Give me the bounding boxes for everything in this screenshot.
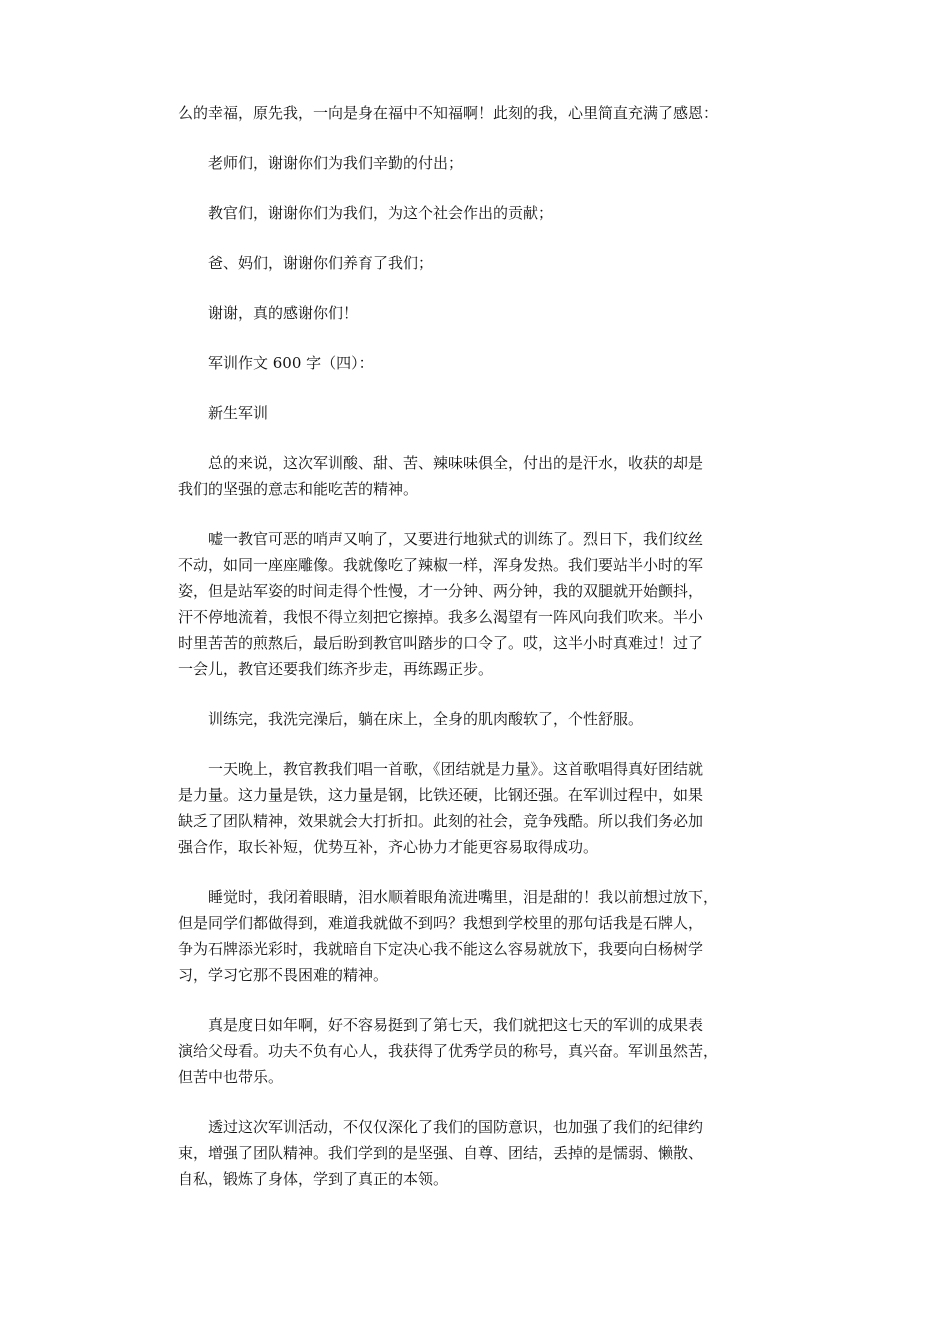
- text-line: 军训作文 600 字（四）：: [208, 354, 374, 372]
- text-line: 新生军训: [208, 404, 269, 422]
- text-line: 时里苦苦的煎熬后，最后盼到教官叫踏步的口令了。哎，这半小时真难过！过了: [178, 634, 704, 652]
- paragraph: [178, 1012, 778, 1090]
- text-line: 强合作，取长补短，优势互补，齐心协力才能更容易取得成功。: [178, 838, 599, 856]
- text-line: 一天晚上，教官教我们唱一首歌，《团结就是力量》。这首歌唱得真好团结就: [208, 760, 704, 778]
- text-line: 睡觉时，我闭着眼睛，泪水顺着眼角流进嘴里，泪是甜的！我以前想过放下，: [208, 888, 719, 906]
- text-line: 但是同学们都做得到，难道我就做不到吗？我想到学校里的那句话我是石牌人，: [178, 914, 704, 932]
- text-line: 老师们，谢谢你们为我们辛勤的付出；: [208, 154, 464, 172]
- paragraph: [178, 200, 778, 226]
- text-line: 一会儿，教官还要我们练齐步走，再练踢正步。: [178, 660, 494, 678]
- text-line: 束，增强了团队精神。我们学到的是坚强、自尊、团结，丢掉的是懦弱、懒散、: [178, 1144, 704, 1162]
- paragraph: [178, 350, 778, 376]
- text-line: 但苦中也带乐。: [178, 1068, 284, 1086]
- text-line: 爸、妈们，谢谢你们养育了我们；: [208, 254, 434, 272]
- text-line: 么的幸福，原先我，一向是身在福中不知福啊！此刻的我，心里简直充满了感恩：: [178, 104, 719, 122]
- paragraph: [178, 450, 778, 502]
- paragraph: [178, 756, 778, 860]
- text-line: 缺乏了团队精神，效果就会大打折扣。此刻的社会，竞争残酷。所以我们务必加: [178, 812, 704, 830]
- text-line: 训练完，我洗完澡后，躺在床上，全身的肌肉酸软了，个性舒服。: [208, 710, 644, 728]
- text-line: 我们的坚强的意志和能吃苦的精神。: [178, 480, 419, 498]
- paragraph: [178, 706, 778, 732]
- text-line: 总的来说，这次军训酸、甜、苦、辣味味俱全，付出的是汗水，收获的却是: [208, 454, 704, 472]
- paragraph: [178, 884, 778, 988]
- text-line: 不动，如同一座座雕像。我就像吃了辣椒一样，浑身发热。我们要站半小时的军: [178, 556, 704, 574]
- text-line: 自私，锻炼了身体，学到了真正的本领。: [178, 1170, 449, 1188]
- paragraph: [178, 250, 778, 276]
- paragraph: [178, 100, 778, 126]
- text-line: 嘘一教官可恶的哨声又响了，又要进行地狱式的训练了。烈日下，我们纹丝: [208, 530, 704, 548]
- text-line: 争为石牌添光彩时，我就暗自下定决心我不能这么容易就放下，我要向白杨树学: [178, 940, 704, 958]
- paragraph: [178, 300, 778, 326]
- text-line: 教官们，谢谢你们为我们，为这个社会作出的贡献；: [208, 204, 554, 222]
- text-line: 真是度日如年啊，好不容易挺到了第七天，我们就把这七天的军训的成果表: [208, 1016, 704, 1034]
- text-line: 是力量。这力量是铁，这力量是钢，比铁还硬，比钢还强。在军训过程中，如果: [178, 786, 704, 804]
- document-body: [178, 100, 778, 1216]
- text-line: 汗不停地流着，我恨不得立刻把它擦掉。我多么渴望有一阵风向我们吹来。半小: [178, 608, 704, 626]
- text-line: 谢谢，真的感谢你们！: [208, 304, 359, 322]
- text-line: 透过这次军训活动，不仅仅深化了我们的国防意识，也加强了我们的纪律约: [208, 1118, 704, 1136]
- paragraph: [178, 150, 778, 176]
- paragraph: [178, 526, 778, 682]
- text-line: 演给父母看。功夫不负有心人，我获得了优秀学员的称号，真兴奋。军训虽然苦，: [178, 1042, 719, 1060]
- paragraph: [178, 1114, 778, 1192]
- paragraph: [178, 400, 778, 426]
- text-line: 习，学习它那不畏困难的精神。: [178, 966, 389, 984]
- text-line: 姿，但是站军姿的时间走得个性慢，才一分钟、两分钟，我的双腿就开始颤抖，: [178, 582, 704, 600]
